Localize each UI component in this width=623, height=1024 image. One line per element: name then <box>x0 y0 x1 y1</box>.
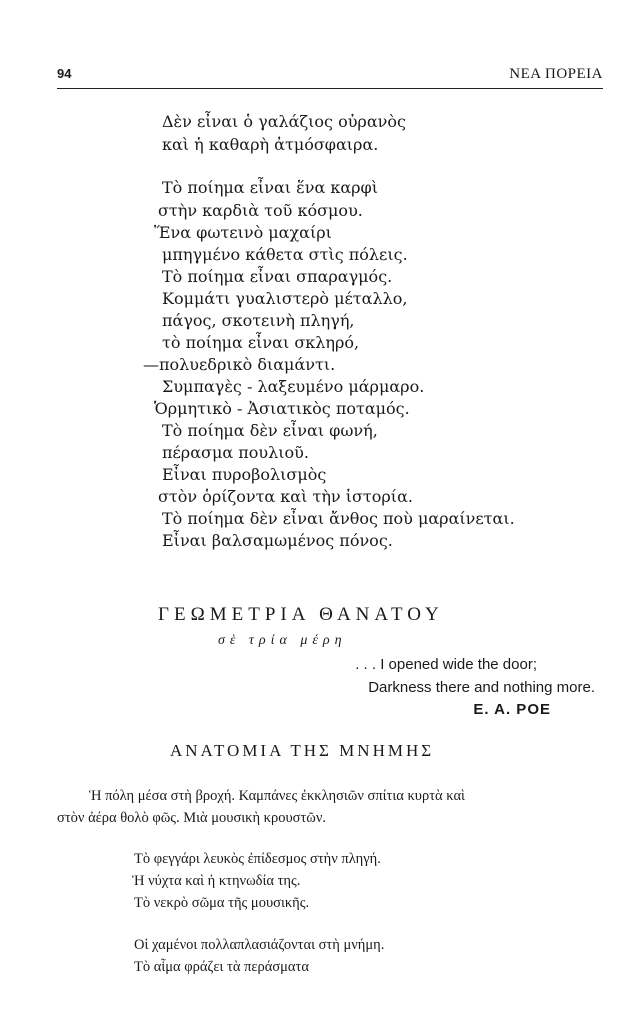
poem-line: Τὸ ποίημα εἶναι ἕνα καρφὶ <box>162 178 379 197</box>
poem-line: Τὸ ποίημα δὲν εἶναι ἄνθος ποὺ μαραίνεται. <box>162 509 515 528</box>
poem-line: Ἕνα φωτεινὸ μαχαίρι <box>154 223 332 242</box>
running-head: ΝΕΑ ΠΟΡΕΙΑ <box>509 66 603 82</box>
poem-line: στὸν ὁρίζοντα καὶ τὴν ἱστορία. <box>158 487 413 506</box>
verse-line: Τὸ φεγγάρι λευκὸς ἐπίδεσμος στὴν πληγή. <box>134 851 381 867</box>
poem-line: πάγος, σκοτεινὴ πληγή, <box>162 311 355 330</box>
verse-line: Ἡ νύχτα καὶ ἡ κτηνωδία της. <box>132 873 301 889</box>
poem-line: Ὁρμητικὸ - Ἀσιατικὸς ποταμός. <box>154 399 410 418</box>
poem-line: Εἶναι βαλσαμωμένος πόνος. <box>162 531 393 550</box>
poem-line: Δὲν εἶναι ὁ γαλάζιος οὐρανὸς <box>162 112 406 131</box>
poem-line: Κομμάτι γυαλιστερὸ μέταλλο, <box>162 289 408 308</box>
verse-line: Τὸ αἷμα φράζει τὰ περάσματα <box>134 959 309 975</box>
section-subtitle: σὲ τρία μέρη <box>218 633 347 648</box>
poem-line: —πολυεδρικὸ διαμάντι. <box>143 355 336 374</box>
poem-line: πέρασμα πουλιοῦ. <box>162 443 309 462</box>
prose-line: Ἡ πόλη μέσα στὴ βροχή. Καμπάνες ἐκκλησιῶν σπίτια κυρτὰ καὶ <box>89 788 465 804</box>
verse-line: Οἱ χαμένοι πολλαπλασιάζονται στὴ μνήμη. <box>134 937 385 953</box>
poem-line: Τὸ ποίημα εἶναι σπαραγμός. <box>162 267 393 286</box>
epigraph-line: . . . I opened wide the door; <box>355 656 537 673</box>
poem-line: καὶ ἡ καθαρὴ ἀτμόσφαιρα. <box>162 135 379 154</box>
poem-line: τὸ ποίημα εἶναι σκληρό, <box>162 333 360 352</box>
poem-line: μπηγμένο κάθετα στὶς πόλεις. <box>162 245 408 264</box>
header-rule <box>57 88 603 89</box>
poem-line: Τὸ ποίημα δὲν εἶναι φωνή, <box>162 421 378 440</box>
epigraph-line: Darkness there and nothing more. <box>368 679 595 696</box>
poem-line: στὴν καρδιὰ τοῦ κόσμου. <box>158 201 363 220</box>
poem-line: Συμπαγὲς - λαξευμένο μάρμαρο. <box>162 377 425 396</box>
page-number: 94 <box>57 66 72 81</box>
verse-line: Τὸ νεκρὸ σῶμα τῆς μουσικῆς. <box>134 895 310 911</box>
epigraph-author: E. A. POE <box>473 701 551 718</box>
poem-line: Εἶναι πυροβολισμὸς <box>162 465 327 484</box>
section-title: ΓΕΩΜΕΤΡΙΑ ΘΑΝΑΤΟΥ <box>158 604 444 625</box>
prose-line: στὸν ἀέρα θολὸ φῶς. Μιὰ μουσικὴ κρουστῶν. <box>57 810 327 826</box>
page-header <box>57 66 603 90</box>
part-title: ΑΝΑΤΟΜΙΑ ΤΗΣ ΜΝΗΜΗΣ <box>170 741 435 760</box>
